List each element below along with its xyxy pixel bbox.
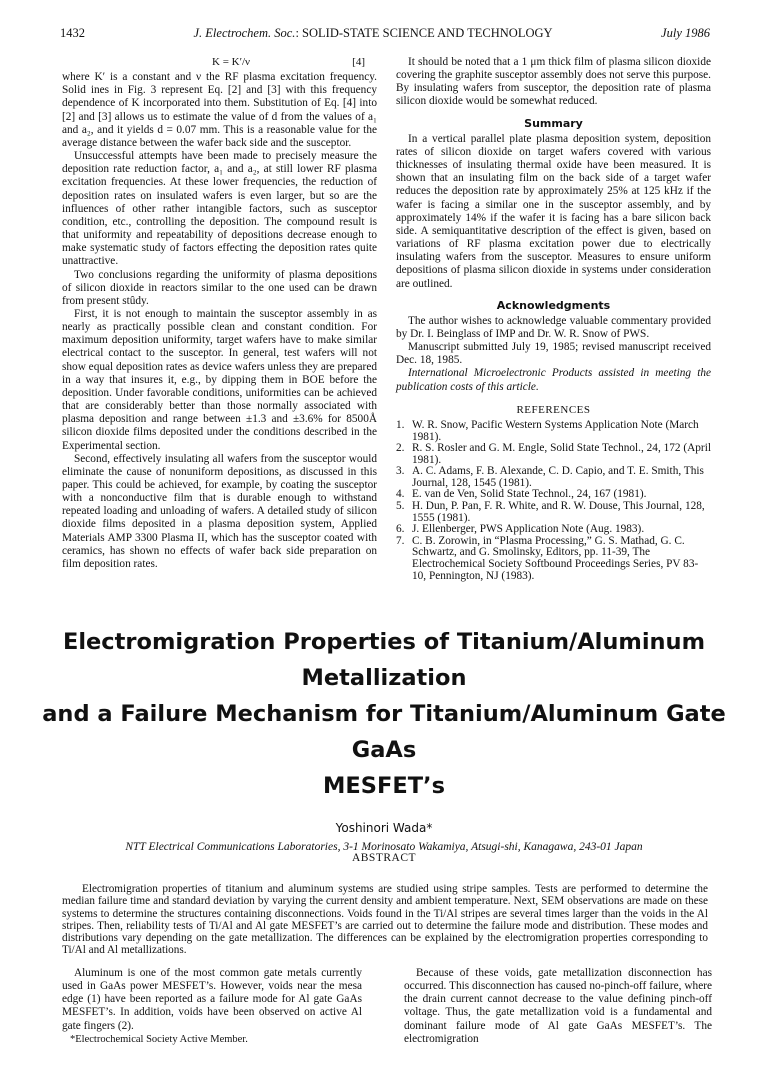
paragraph: First, it is not enough to maintain the susceptor assembly in as nearly as practically possible clean and constant condition. For maximum deposition uniformity, target wafers have to make similar electrical contact to the susceptor. In general, test wafers will not show equal deposition rates as device wafers unless they are prepared in a way that insures it, e.g., by dipping them in BOE before the deposition. Under favorable conditions, uniformities can be achieved that are considerably better than those normally associated with plasma deposition and range between ±1.3 and ±3.6% for 8500Å silicon dioxide films deposited under the conditions described in the Experimental section. bbox=[62, 307, 377, 452]
body-right-column bbox=[404, 967, 712, 1046]
paragraph: It should be noted that a 1 μm thick film of plasma silicon dioxide covering the graphite susceptor assembly does not serve this purpose. By insulating wafers from susceptor, the deposition rate of plasma silicon dioxide would be somewhat reduced. bbox=[396, 56, 711, 108]
reference-item bbox=[396, 536, 711, 582]
reference-number: 5. bbox=[396, 500, 405, 513]
paragraph: where K′ is a constant and ν the RF plasma excitation frequency. Solid ines in Fig. 3 represent Eq. [2] and [3] with this frequency dependence of K incorporated into them. Substitution of Eq. [4] into [2] and [3] allows us to estimate the value of d from the values of a₁ and a₂, and it yields d = 0.07 mm. This is a reasonable value for the average distance between the wafer back side and the susceptor. bbox=[62, 71, 377, 149]
reference-number: 2. bbox=[396, 442, 405, 455]
submission-note: Manuscript submitted July 19, 1985; revised manuscript received Dec. 18, 1985. bbox=[396, 341, 711, 367]
reference-number: 1. bbox=[396, 418, 405, 431]
journal-section: : SOLID-STATE SCIENCE AND TECHNOLOGY bbox=[295, 26, 553, 40]
paragraph: Second, effectively insulating all wafers from the susceptor would eliminate the cause of nonuniform depositions, as discussed in this paper. This could be achieved, for example, by coating the susceptor with a nonconductive film that is durable enough to withstand repeated loading and unloading of wafers. A detailed study of silicon dioxide films deposited in a plasma deposition system, Applied Materials AMP 3300 Plasma II, which has the susceptor coated with ceramics, has shown no effects of wafer back side preparation on film deposition rates. bbox=[62, 452, 377, 570]
journal-abbrev: J. Electrochem. Soc. bbox=[193, 26, 296, 40]
journal-name bbox=[194, 26, 553, 41]
reference-text: J. Ellenberger, PWS Application Note (Aug. 1983). bbox=[412, 523, 645, 536]
title-line: Electromigration Properties of Titanium/Aluminum Metallization bbox=[62, 629, 706, 691]
acknowledgments-text: The author wishes to acknowledge valuable commentary provided by Dr. I. Beinglass of IMP and Dr. W. R. Snow of PWS. bbox=[396, 314, 711, 340]
article-header bbox=[40, 624, 728, 853]
title-line: and a Failure Mechanism for Titanium/Aluminum Gate GaAs bbox=[42, 701, 726, 763]
right-column bbox=[396, 56, 711, 582]
references-list bbox=[396, 420, 711, 582]
reference-text: R. S. Rosler and G. M. Engle, Solid State Technol., 24, 172 (April 1981). bbox=[412, 442, 711, 466]
left-column bbox=[62, 56, 377, 571]
reference-item bbox=[396, 443, 711, 466]
summary-text: In a vertical parallel plate plasma deposition system, deposition rates of silicon dioxide on target wafers covered with various thicknesses of insulating thermal oxide have been measured. It is shown that an insulating film on the back side of a target wafer reduces the deposition rate by approximately 25% at 125 kHz if the wafer is facing a similar one in the susceptor assembly, and by approximately 14% if the wafer it is facing has a bare silicon back side. A semiquantitative description of the effect is given, based on variations of RF plasma excitation power due to electrically insulating wafers from the susceptor. Measures to ensure uniform depositions of plasma silicon dioxide in systems under consideration are outlined. bbox=[396, 132, 711, 290]
reference-number: 6. bbox=[396, 523, 405, 536]
reference-item bbox=[396, 420, 711, 443]
abstract-text: Electromigration properties of titanium and aluminum systems are studied using stripe samples. Tests are performed to determine the median failure time and standard deviation by varying the current density and ambient temperature. Next, SEM observations are made on these systems to determine the structures containing disconnections. Voids found in the Ti/Al stripes are several times larger than the voids in the Al stripes. Then, reliability tests of Ti/Al and Al gate MESFET’s are carried out to determine the failure mode and distribution. These modes and distributions vary depending on the gate metallization. The differences can be explained by the electromigration properties corresponding to Ti/Al and Al metallizations. bbox=[62, 883, 708, 957]
title-line: MESFET’s bbox=[323, 773, 445, 799]
paragraph: Unsuccessful attempts have been made to precisely measure the deposition rate reduction factor, a₁ and a₂, at still lower RF plasma excitation frequencies. At these lower frequencies, the reduction of deposition rates on insulated wafers is even larger, but so are the influences of other rather intangible factors, such as susceptor condition, etc., controlling the deposition. The compound result is that uniformity and repeatability of depositions decrease enough to make systematic study of factors effecting the deposition rates quite unattractive. bbox=[62, 150, 377, 268]
reference-text: W. R. Snow, Pacific Western Systems Application Note (March 1981). bbox=[412, 418, 699, 443]
issue-date: July 1986 bbox=[661, 26, 710, 40]
acknowledgments-heading: Acknowledgments bbox=[496, 298, 611, 312]
reference-text: H. Dun, P. Pan, F. R. White, and R. W. Douse, This Journal, 128, 1555 (1981). bbox=[412, 500, 705, 524]
reference-number: 3. bbox=[396, 465, 405, 478]
reference-item bbox=[396, 466, 711, 489]
equation-text: K = K′/ν bbox=[212, 56, 251, 68]
author-affiliation: NTT Electrical Communications Laboratories, 3-1 Morinosato Wakamiya, Atsugi-shi, Kanagawa, 243-01 Japan bbox=[125, 841, 643, 853]
author-footnote: *Electrochemical Society Active Member. bbox=[70, 1033, 248, 1045]
article-title bbox=[40, 624, 728, 804]
body-paragraph: Because of these voids, gate metallization disconnection has occurred. This disconnection has caused no-pinch-off failure, where the drain current cannot decrease to the value defining pinch-off voltage. Thus, the gate metallization void is a fundamental and dominant failure mode of Al gate GaAs MESFET’s. The electromigration bbox=[404, 967, 712, 1045]
reference-text: C. B. Zorowin, in “Plasma Processing,” G. S. Mathad, G. C. Schwartz, and G. Smolinsky, Editors, pp. 11-39, The Electrochemical Society Softbound Proceedings Series, PV 83-10, Pennington, NJ (1983). bbox=[412, 534, 699, 582]
running-head bbox=[60, 26, 710, 44]
reference-number: 7. bbox=[396, 534, 405, 547]
summary-heading: Summary bbox=[524, 116, 583, 130]
paragraph: Two conclusions regarding the uniformity of plasma depositions of silicon dioxide in reactors similar to the one used can be drawn from present stûdy. bbox=[62, 268, 377, 307]
body-paragraph: Aluminum is one of the most common gate metals currently used in GaAs power MESFET’s. However, voids near the mesa edge (1) have been reported as a failure mode for Al gate GaAs MESFET’s. In addition, voids have been observed on active Al gate fingers (2). bbox=[62, 967, 362, 1032]
page-number: 1432 bbox=[60, 26, 85, 40]
equation-4 bbox=[62, 56, 377, 69]
reference-number: 4. bbox=[396, 488, 405, 501]
body-left-column bbox=[62, 967, 362, 1056]
reference-item bbox=[396, 501, 711, 524]
equation-number: [4] bbox=[352, 56, 365, 68]
reference-text: A. C. Adams, F. B. Alexande, C. D. Capio, and T. E. Smith, This Journal, 128, 1545 (1981). bbox=[412, 465, 704, 489]
reference-text: E. van de Ven, Solid State Technol., 24, 167 (1981). bbox=[412, 488, 647, 501]
abstract-heading: ABSTRACT bbox=[351, 852, 417, 864]
publication-note: International Microelectronic Products assisted in meeting the publication costs of this article. bbox=[396, 367, 711, 393]
author-name: Yoshinori Wada* bbox=[335, 821, 433, 835]
references-heading: REFERENCES bbox=[516, 403, 591, 416]
